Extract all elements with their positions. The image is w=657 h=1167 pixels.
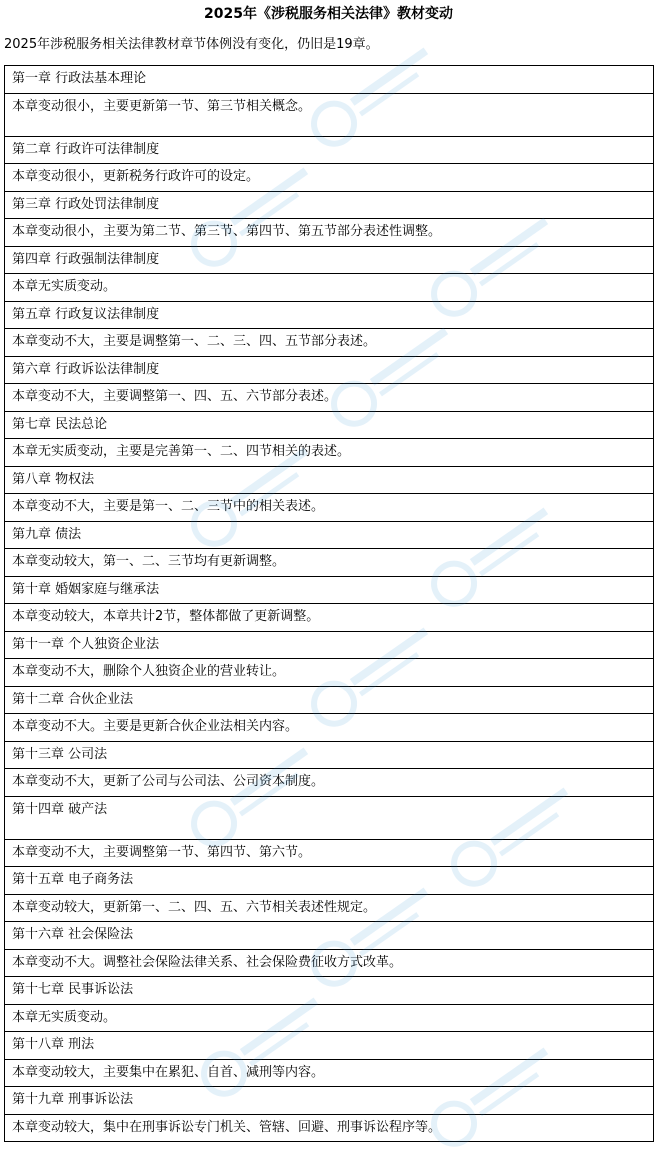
- chapter-change-cell: 本章变动较大，第一、二、三节均有更新调整。: [5, 549, 654, 577]
- chapter-heading-cell: 第十八章 刑法: [5, 1032, 654, 1060]
- chapter-change-cell: 本章变动不大，更新了公司与公司法、公司资本制度。: [5, 769, 654, 797]
- chapter-change-cell: 本章变动不大，主要是调整第一、二、三、四、五节部分表述。: [5, 329, 654, 357]
- chapter-change-cell: 本章变动较大，本章共计2节，整体都做了更新调整。: [5, 604, 654, 632]
- chapter-change-cell: 本章变动不大，删除个人独资企业的营业转让。: [5, 659, 654, 687]
- chapter-change-cell: 本章变动不大。调整社会保险法律关系、社会保险费征收方式改革。: [5, 950, 654, 978]
- page-title: 2025年《涉税服务相关法律》教材变动: [204, 6, 453, 22]
- chapter-heading-cell: 第二章 行政许可法律制度: [5, 137, 654, 165]
- chapter-heading-cell: 第十一章 个人独资企业法: [5, 632, 654, 660]
- chapter-change-cell: 本章变动不大，主要是第一、二、三节中的相关表述。: [5, 494, 654, 522]
- chapter-change-cell: 本章无实质变动。: [5, 1005, 654, 1033]
- chapter-changes-table: [4, 65, 654, 1142]
- chapter-heading-cell: 第四章 行政强制法律制度: [5, 247, 654, 275]
- chapter-heading-cell: 第十九章 刑事诉讼法: [5, 1087, 654, 1115]
- chapter-heading-cell: 第十二章 合伙企业法: [5, 687, 654, 715]
- chapter-change-cell: 本章变动很小，更新税务行政许可的设定。: [5, 164, 654, 192]
- intro-text: 2025年涉税服务相关法律教材章节体例没有变化，仍旧是19章。: [4, 37, 379, 52]
- chapter-change-cell: 本章变动较大，主要集中在累犯、自首、减刑等内容。: [5, 1060, 654, 1088]
- chapter-heading-cell: 第十七章 民事诉讼法: [5, 977, 654, 1005]
- chapter-heading-cell: 第八章 物权法: [5, 467, 654, 495]
- chapter-change-cell: 本章变动很小，主要为第二节、第三节、第四节、第五节部分表述性调整。: [5, 219, 654, 247]
- chapter-change-cell: 本章无实质变动。: [5, 274, 654, 302]
- chapter-heading-cell: 第七章 民法总论: [5, 412, 654, 440]
- chapter-heading-cell: 第十章 婚姻家庭与继承法: [5, 577, 654, 605]
- chapter-heading-cell: 第一章 行政法基本理论: [5, 66, 654, 94]
- chapter-change-cell: 本章变动较大，更新第一、二、四、五、六节相关表述性规定。: [5, 895, 654, 923]
- chapter-heading-cell: 第十三章 公司法: [5, 742, 654, 770]
- chapter-heading-cell: 第九章 债法: [5, 522, 654, 550]
- chapter-heading-cell: 第六章 行政诉讼法律制度: [5, 357, 654, 385]
- chapter-heading-cell: 第五章 行政复议法律制度: [5, 302, 654, 330]
- chapter-heading-cell: 第十四章 破产法: [5, 797, 654, 840]
- chapter-change-cell: 本章变动不大，主要调整第一节、第四节、第六节。: [5, 840, 654, 868]
- chapter-change-cell: 本章变动很小，主要更新第一节、第三节相关概念。: [5, 94, 654, 137]
- chapter-change-cell: 本章变动不大，主要调整第一、四、五、六节部分表述。: [5, 384, 654, 412]
- chapter-change-cell: 本章变动不大。主要是更新合伙企业法相关内容。: [5, 714, 654, 742]
- chapter-heading-cell: 第三章 行政处罚法律制度: [5, 192, 654, 220]
- chapter-change-cell: 本章变动较大，集中在刑事诉讼专门机关、管辖、回避、刑事诉讼程序等。: [5, 1115, 654, 1143]
- chapter-heading-cell: 第十五章 电子商务法: [5, 867, 654, 895]
- chapter-change-cell: 本章无实质变动，主要是完善第一、二、四节相关的表述。: [5, 439, 654, 467]
- chapter-heading-cell: 第十六章 社会保险法: [5, 922, 654, 950]
